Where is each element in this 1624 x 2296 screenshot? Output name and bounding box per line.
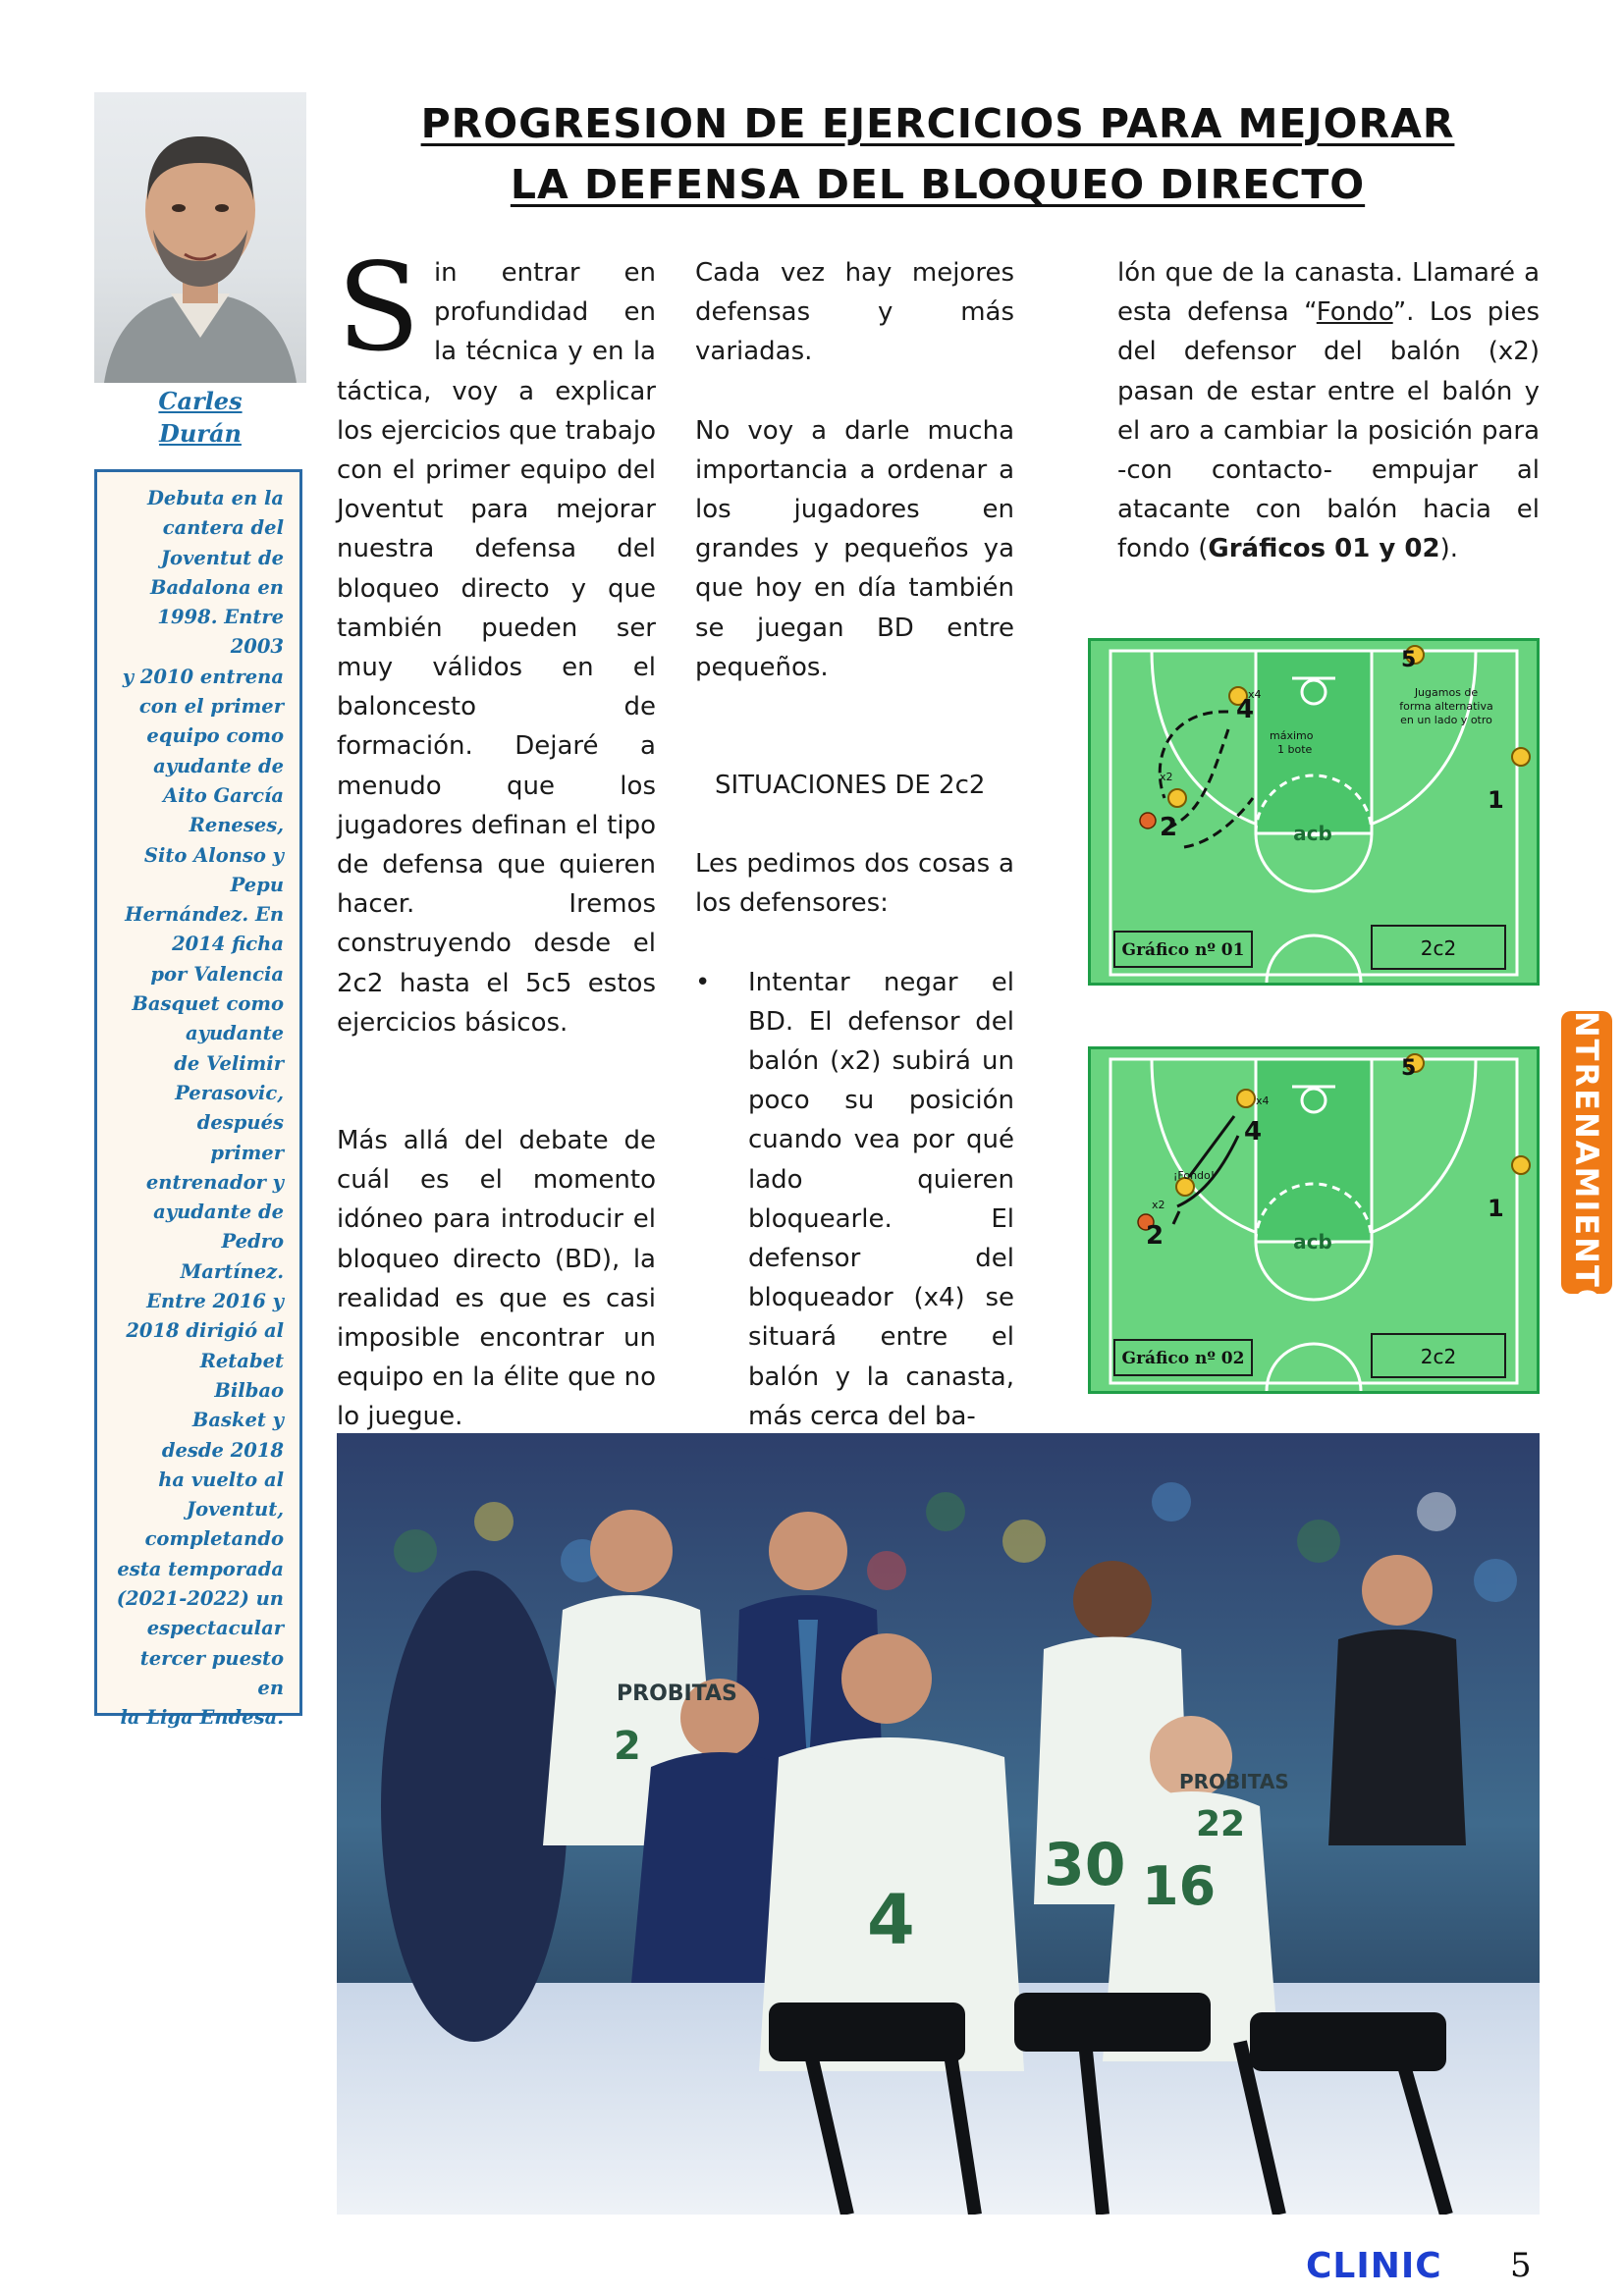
author-last-name: Durán xyxy=(159,419,242,448)
section-heading: SITUACIONES DE 2c2 xyxy=(715,771,986,801)
player-2-label: 2 xyxy=(1160,813,1178,842)
team-huddle-illustration xyxy=(337,1433,1540,2215)
jersey-brand-left: PROBITAS xyxy=(617,1682,737,1706)
author-first-name: Carles xyxy=(158,387,243,415)
jersey-number-center: 30 xyxy=(1044,1831,1126,1899)
debate-paragraph: Más allá del debate de cuál es el momento idóneo para introducir el bloqueo directo (BD), la realidad es que es casi imposible encontrar un equipo en la élite que no lo juegue. xyxy=(337,1126,656,1432)
jersey-brand-right: PROBITAS xyxy=(1179,1770,1289,1793)
note-alternate-2: forma alternativa xyxy=(1399,700,1493,713)
article-title-line1: PROGRESION DE EJERCICIOS PARA MEJORAR xyxy=(420,100,1455,147)
ball-icon xyxy=(1140,813,1156,828)
author-bio-box xyxy=(94,469,302,1730)
note-fondo: ¡Fondo! xyxy=(1173,1169,1216,1182)
player-2-label: 2 xyxy=(1146,1221,1164,1251)
author-portrait-illustration xyxy=(94,92,306,383)
jersey-number-left: 2 xyxy=(614,1724,641,1769)
graficos-reference: Gráficos 01 y 02 xyxy=(1208,534,1440,564)
defender-x4-label: x4 xyxy=(1248,688,1262,701)
acb-logo: acb xyxy=(1293,822,1332,845)
diagram-1-caption: Gráfico nº 01 xyxy=(1121,940,1245,960)
fondo-term: Fondo xyxy=(1316,297,1393,328)
text-column-2 xyxy=(695,253,1014,1436)
author-name xyxy=(94,385,306,450)
bullet-item xyxy=(695,963,1014,1436)
intro-text: in entrar en profundidad en la técnica y en la táctica, voy a explicar los ejercicios que trabajo con el primer equipo del Joventut para mejorar nuestra defensa del bloqueo directo y que también pueden ser muy válidos en el baloncesto de formación. Dejaré a menudo que los jugadores definan el tipo de defensa que quieren hacer. Iremos construyendo desde el 2c2 hasta el 5c5 estos ejercicios básicos. xyxy=(337,258,656,1038)
defender-x2-icon xyxy=(1168,789,1186,807)
defender-x2-label: x2 xyxy=(1152,1199,1165,1211)
player-1-label: 1 xyxy=(1488,1195,1504,1222)
defenders-paragraph: Les pedimos dos cosas a los defensores: xyxy=(695,849,1014,919)
text-column-3 xyxy=(1117,253,1540,569)
jersey-number-right: 22 xyxy=(1196,1804,1246,1844)
section-tab xyxy=(1561,988,1612,1317)
diagram-1-label: 2c2 xyxy=(1420,936,1457,960)
text-column-1 xyxy=(337,238,656,1437)
player-4-label: 4 xyxy=(1236,695,1255,724)
magazine-brand: CLINIC xyxy=(1306,2246,1442,2286)
defender-x4-icon xyxy=(1237,1090,1255,1107)
player-5-label: 5 xyxy=(1401,648,1417,672)
diagram-2-caption: Gráfico nº 02 xyxy=(1121,1349,1245,1368)
acb-logo: acb xyxy=(1293,1230,1332,1254)
bullet-text: Intentar negar el BD. El defensor del balón (x2) subirá un poco su posición cuando vea por qué lado quieren bloquearle. El defensor del bloqueador (x4) se situará entre el balón y la canasta, más cerca del ba- xyxy=(748,967,1014,1431)
note-alternate-1: Jugamos de xyxy=(1414,686,1479,699)
jersey-number-side: 16 xyxy=(1142,1855,1217,1917)
jersey-number-back: 4 xyxy=(867,1880,915,1960)
author-bio: Debuta en la cantera del Joventut de Badalona en 1998. Entre 2003 y 2010 entrena con el primer equipo como ayudante de Aito García Reneses, Sito Alonso y Pepu Hernández. En 2014 ficha por Valencia Basquet como ayudante de Velimir Perasovic, después primer entrenador y ayudante de Pedro Martínez. Entre 2016 y 2018 dirigió al Retabet Bilbao Basket y desde 2018 ha vuelto al Joventut, completando esta temporada (2021-2022) un espectacular tercer puesto en la Liga Endesa. xyxy=(116,487,284,1730)
player-5-label: 5 xyxy=(1401,1056,1417,1081)
note-max-bote-1: máximo xyxy=(1270,729,1314,742)
players-paragraph: No voy a darle mucha importancia a ordenar a los jugadores en grandes y pequeños ya que hoy en día también se juegan BD entre pequeños. xyxy=(695,415,1014,682)
bullet-dot: • xyxy=(695,967,711,997)
section-tab-label: ENTRENAMIENTO xyxy=(1568,988,1605,1317)
drop-cap: S xyxy=(337,238,420,379)
player-1-label: 1 xyxy=(1488,786,1504,814)
intro-paragraph xyxy=(337,238,656,1042)
page-number: 5 xyxy=(1510,2246,1532,2285)
note-alternate-3: en un lado y otro xyxy=(1400,714,1492,726)
fondo-paragraph: lón que de la canasta. Llamaré a esta defensa “Fondo”. Los pies del defensor del balón (x2) pasan de estar entre el balón y el aro a cambiar la posición para -con contacto- empujar al atacante con balón hacia el fondo (Gráficos 01 y 02). xyxy=(1117,258,1540,564)
defenses-paragraph: Cada vez hay mejores defensas y más variadas. xyxy=(695,258,1014,367)
article-title-line2: LA DEFENSA DEL BLOQUEO DIRECTO xyxy=(510,161,1366,208)
team-huddle-photo xyxy=(337,1433,1540,2215)
diagram-2 xyxy=(1088,1046,1540,1394)
court-diagram-2 xyxy=(1091,1049,1537,1391)
court-diagram-1 xyxy=(1091,641,1537,983)
defender-x4-label: x4 xyxy=(1256,1095,1270,1107)
diagram-1 xyxy=(1088,638,1540,986)
author-photo xyxy=(94,92,306,383)
attacker-1-icon xyxy=(1512,1156,1530,1174)
note-max-bote-2: 1 bote xyxy=(1277,743,1313,756)
diagram-2-label: 2c2 xyxy=(1420,1345,1457,1368)
attacker-1-icon xyxy=(1512,748,1530,766)
player-4-label: 4 xyxy=(1244,1117,1263,1147)
defender-x2-label: x2 xyxy=(1160,771,1173,783)
